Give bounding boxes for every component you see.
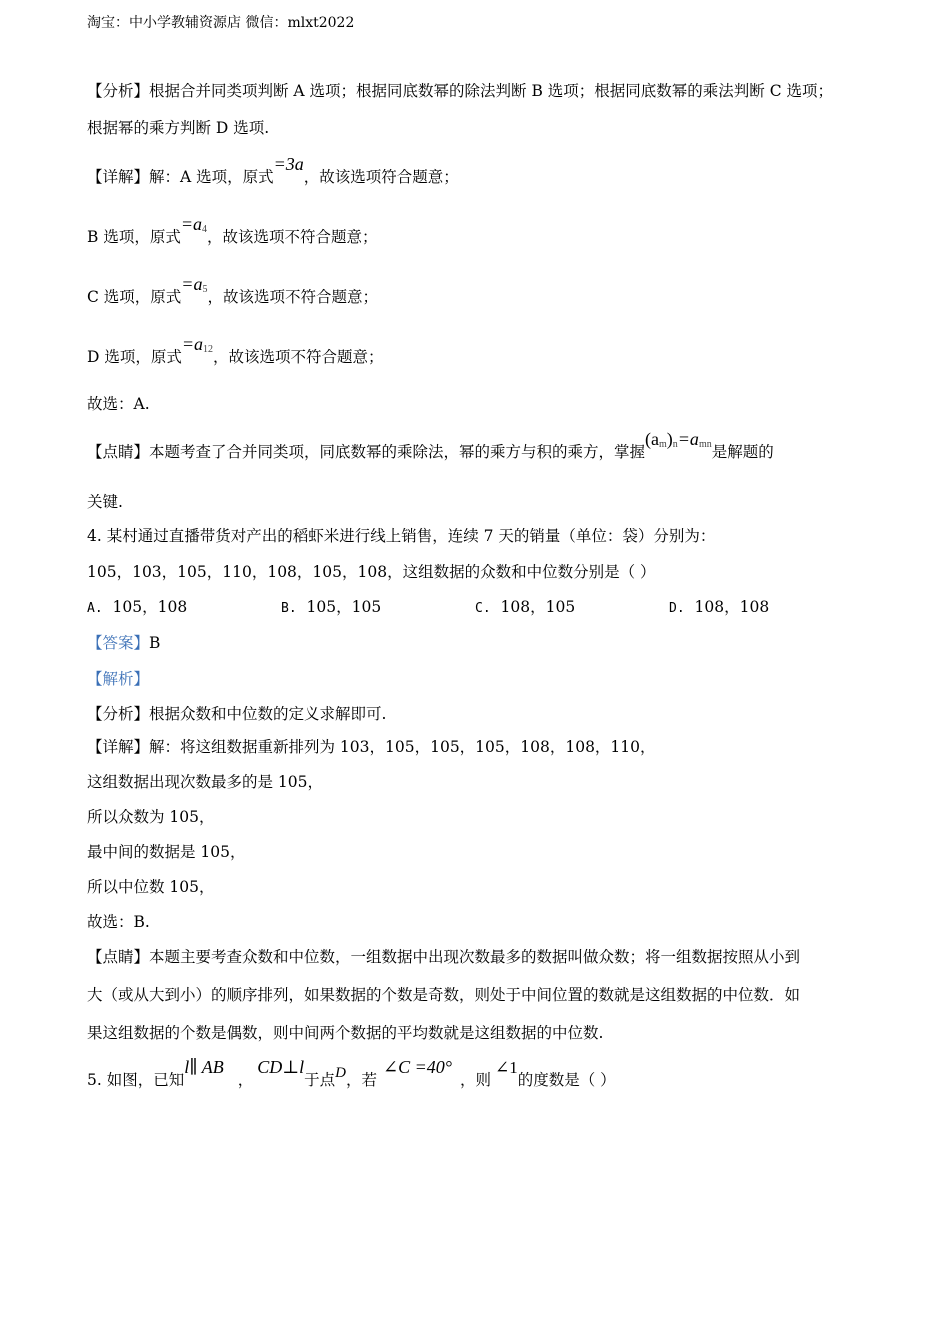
q3-detail-d-pre: D 选项，原式 (87, 348, 182, 366)
q4-option-b-text: 105，105 (306, 598, 382, 616)
q3-detail-d (87, 334, 384, 371)
q4-option-d (669, 596, 769, 620)
q3-comment-pre: 【点睛】本题考查了合并同类项，同底数幂的乘除法，幂的乘方与积的乘方，掌握 (87, 443, 646, 461)
q5-point-d: D (335, 1065, 347, 1081)
q4-detail: 【详解】解：将这组数据重新排列为 103，105，105，105，108，108，110， (87, 738, 656, 756)
q3-comment-post: 是解题的 (711, 443, 774, 461)
q3-comment-math-mn: mn (698, 439, 712, 450)
q4-option-a (87, 596, 187, 620)
q5-stem-pre: 5. 如图，已知 (87, 1071, 185, 1089)
q3-comment-math-open: (a (645, 429, 659, 449)
q3-detail-a-pre: 【详解】解：A 选项，原式 (87, 168, 274, 186)
q3-detail-b-post: ，故该选项不符合题意； (206, 228, 378, 246)
q3-detail-c-math: =a (181, 274, 203, 294)
q4-stem-cont: 105，103，105，110，108，105，108，这组数据的众数和中位数分别是（ ） (87, 563, 656, 581)
q5-perpendicular: CD⊥l (257, 1057, 305, 1077)
q3-detail-a-post: ，故该选项符合题意； (303, 168, 459, 186)
q5-stem (87, 1057, 616, 1092)
q3-analysis-cont: 根据幂的乘方判断 D 选项. (87, 119, 270, 137)
q4-choose: 故选：B. (87, 913, 150, 931)
q4-option-b (281, 596, 381, 620)
q4-option-a-text: 105，108 (112, 598, 188, 616)
q3-detail-b-exp: 4 (201, 224, 207, 235)
q5-then-text: ，则 (459, 1071, 491, 1089)
q3-analysis: 【分析】根据合并同类项判断 A 选项；根据同底数幂的除法判断 B 选项；根据同底数幂的乘法判断 C 选项； (87, 82, 834, 100)
q4-detail-2: 这组数据出现次数最多的是 105， (87, 773, 324, 791)
q3-detail-a-math: =3a (273, 154, 304, 174)
q5-angle-1: ∠1 (494, 1058, 518, 1077)
q5-if-text: ，若 (346, 1071, 378, 1089)
q3-detail-a (87, 154, 459, 188)
page-header: 淘宝：中小学教辅资源店 微信：mlxt2022 (87, 15, 355, 31)
q4-detail-3: 所以众数为 105， (87, 808, 215, 826)
q4-option-d-label: D. (669, 601, 685, 616)
q4-option-a-label: A. (87, 601, 103, 616)
q4-detail-5: 所以中位数 105， (87, 878, 215, 896)
q4-analysis: 【分析】根据众数和中位数的定义求解即可. (87, 705, 387, 723)
q3-detail-c-pre: C 选项，原式 (87, 288, 182, 306)
q4-comment-3: 果这组数据的个数是偶数，则中间两个数据的平均数就是这组数据的中位数. (87, 1024, 604, 1042)
q4-option-c-label: C. (475, 601, 491, 616)
q3-detail-c-post: ，故该选项不符合题意； (207, 288, 378, 306)
q5-stem-post: 的度数是（ ） (517, 1071, 616, 1089)
q4-comment-2: 大（或从大到小）的顺序排列，如果数据的个数是奇数，则处于中间位置的数就是这组数据的中位数．如 (87, 986, 801, 1004)
q3-comment (87, 429, 774, 466)
q4-answer-value: B (149, 634, 161, 652)
q3-comment-math-close: ) (666, 429, 673, 449)
q4-option-d-text: 108，108 (694, 598, 770, 616)
q5-sep: ， (237, 1071, 254, 1089)
q3-comment-math-n: n (672, 439, 678, 450)
q4-option-c-text: 108，105 (500, 598, 576, 616)
q3-choose: 故选：A. (87, 395, 150, 413)
q4-comment-1: 【点睛】本题主要考查众数和中位数，一组数据中出现次数最多的数据叫做众数；将一组数据按照从小到 (87, 948, 801, 966)
q3-detail-b-pre: B 选项，原式 (87, 228, 181, 246)
q4-jiexi: 【解析】 (87, 670, 150, 688)
q3-comment-cont: 关键. (87, 493, 123, 511)
q4-answer (87, 632, 160, 654)
q3-detail-b-math: =a (180, 214, 202, 234)
q3-detail-b (87, 214, 378, 251)
q3-comment-math-m: m (659, 439, 667, 450)
q3-detail-d-post: ，故该选项不符合题意； (213, 348, 384, 366)
q3-detail-d-exp: 12 (203, 344, 214, 355)
q4-stem: 4. 某村通过直播带货对产出的稻虾米进行线上销售，连续 7 天的销量（单位：袋）分别为： (87, 527, 716, 545)
q5-angle-c: ∠C =40° (383, 1057, 452, 1077)
q5-foot-text: 于点 (304, 1071, 336, 1089)
q3-comment-math-eq: =a (677, 429, 699, 449)
q3-detail-c (87, 274, 378, 311)
q3-detail-c-exp: 5 (202, 284, 208, 295)
q4-answer-tag: 【答案】 (87, 634, 150, 652)
q5-parallel: l∥ AB (184, 1057, 224, 1077)
q4-option-b-label: B. (281, 601, 297, 616)
q4-detail-4: 最中间的数据是 105， (87, 843, 246, 861)
q3-detail-d-math: =a (181, 334, 204, 354)
q4-option-c (475, 596, 575, 620)
